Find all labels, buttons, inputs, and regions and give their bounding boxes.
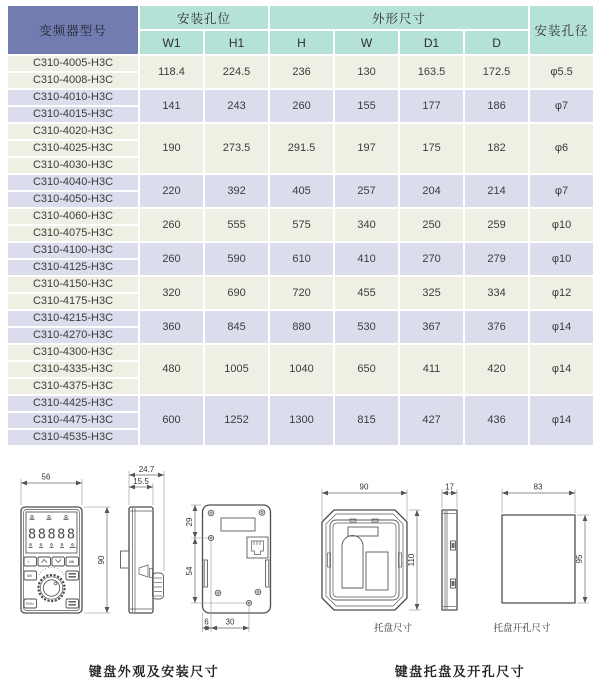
- label-window: [221, 518, 255, 531]
- value-cell-d: 279: [465, 243, 528, 275]
- value-cell-h: 236: [270, 56, 333, 88]
- value-cell-w: 455: [335, 277, 398, 309]
- model-cell: C310-4100-H3C: [8, 243, 138, 258]
- model-cell: C310-4215-H3C: [8, 311, 138, 326]
- dim-6: 6: [204, 617, 209, 627]
- tray-cutout-view: [493, 483, 589, 635]
- value-cell-d1: 270: [400, 243, 463, 275]
- model-cell: C310-4020-H3C: [8, 124, 138, 139]
- header-outline-dims: 外形尺寸: [270, 6, 528, 29]
- side-connector-tab: [121, 551, 130, 568]
- cutout-size-label: 托盘开孔尺寸: [493, 623, 551, 634]
- value-cell-h1: 273.5: [205, 124, 268, 173]
- side-dimensions: [129, 465, 164, 571]
- value-cell-w: 155: [335, 90, 398, 122]
- model-cell: C310-4335-H3C: [8, 362, 138, 377]
- model-cell: C310-4010-H3C: [8, 90, 138, 105]
- mk-label: MK: [27, 574, 33, 578]
- status-led-icons: [30, 515, 69, 520]
- model-cell: C310-4075-H3C: [8, 226, 138, 241]
- value-cell-hole: φ14: [530, 345, 593, 394]
- value-cell-hole: φ14: [530, 396, 593, 445]
- value-cell-d1: 411: [400, 345, 463, 394]
- table-row: [8, 90, 593, 105]
- table-row: [8, 311, 593, 326]
- dim-83: 83: [533, 482, 543, 492]
- model-cell: C310-4060-H3C: [8, 209, 138, 224]
- value-cell-h: 575: [270, 209, 333, 241]
- dim-30: 30: [225, 617, 235, 627]
- dim-95: 95: [575, 554, 584, 564]
- tray-side-view: [442, 483, 457, 611]
- keypad-front-view: [21, 473, 111, 614]
- up-button: [38, 557, 51, 566]
- value-cell-d: 420: [465, 345, 528, 394]
- value-cell-w1: 480: [140, 345, 203, 394]
- value-cell-d: 214: [465, 175, 528, 207]
- value-cell-d: 334: [465, 277, 528, 309]
- value-cell-w1: 141: [140, 90, 203, 122]
- value-cell-w1: 190: [140, 124, 203, 173]
- dim-90t: 90: [359, 482, 369, 492]
- dim-29: 29: [185, 517, 194, 527]
- table-row: [8, 124, 593, 139]
- value-cell-d: 172.5: [465, 56, 528, 88]
- value-cell-d: 259: [465, 209, 528, 241]
- value-cell-hole: φ10: [530, 243, 593, 275]
- value-cell-w1: 360: [140, 311, 203, 343]
- value-cell-h1: 224.5: [205, 56, 268, 88]
- header-model: 变频器型号: [8, 6, 138, 54]
- screw-icons: [208, 510, 265, 596]
- mode-button: [66, 571, 79, 580]
- value-cell-d1: 250: [400, 209, 463, 241]
- header-mounting-holes: 安装孔位: [140, 6, 268, 29]
- table-row: [8, 396, 593, 411]
- value-cell-w: 410: [335, 243, 398, 275]
- dim-17: 17: [445, 482, 454, 492]
- value-cell-w1: 600: [140, 396, 203, 445]
- value-cell-w1: 260: [140, 209, 203, 241]
- table-row: [8, 277, 593, 292]
- value-cell-h1: 392: [205, 175, 268, 207]
- value-cell-w: 197: [335, 124, 398, 173]
- header-d: D: [465, 31, 528, 54]
- value-cell-h: 720: [270, 277, 333, 309]
- table-row: [8, 345, 593, 360]
- front-dimensions: [21, 473, 111, 614]
- value-cell-hole: φ6: [530, 124, 593, 173]
- model-cell: C310-4475-H3C: [8, 413, 138, 428]
- tray-pill-slot: [342, 536, 363, 589]
- value-cell-h: 1040: [270, 345, 333, 394]
- keypad-side-view: [121, 465, 165, 613]
- value-cell-d1: 325: [400, 277, 463, 309]
- run-label: RUN: [26, 602, 34, 606]
- value-cell-hole: φ7: [530, 175, 593, 207]
- header-h1: H1: [205, 31, 268, 54]
- header-w: W: [335, 31, 398, 54]
- value-cell-h: 880: [270, 311, 333, 343]
- value-cell-w1: 118.4: [140, 56, 203, 88]
- keypad-caption: 键盘外观及安装尺寸: [88, 664, 220, 679]
- model-cell: C310-4040-H3C: [8, 175, 138, 190]
- table-row: [8, 175, 593, 190]
- tray-front-dimensions: [322, 483, 421, 611]
- value-cell-w: 340: [335, 209, 398, 241]
- value-cell-h1: 243: [205, 90, 268, 122]
- value-cell-d: 182: [465, 124, 528, 173]
- dim-15-5: 15.5: [133, 477, 149, 486]
- model-cell: C310-4270-H3C: [8, 328, 138, 343]
- value-cell-h1: 555: [205, 209, 268, 241]
- tray-drawing: [300, 465, 600, 657]
- table-body: [8, 56, 593, 445]
- value-cell-d1: 367: [400, 311, 463, 343]
- value-cell-h1: 1252: [205, 396, 268, 445]
- value-cell-h: 260: [270, 90, 333, 122]
- value-cell-w: 815: [335, 396, 398, 445]
- shift-icon: »: [27, 560, 30, 564]
- value-cell-d1: 427: [400, 396, 463, 445]
- model-cell: C310-4425-H3C: [8, 396, 138, 411]
- value-cell-d1: 163.5: [400, 56, 463, 88]
- dim-110: 110: [407, 553, 416, 567]
- value-cell-d: 186: [465, 90, 528, 122]
- table-row: [8, 243, 593, 258]
- potentiometer-knob-icon: [39, 567, 65, 601]
- value-cell-d: 436: [465, 396, 528, 445]
- value-cell-d1: 175: [400, 124, 463, 173]
- model-cell: C310-4300-H3C: [8, 345, 138, 360]
- header-hole-diameter: 安装孔径: [530, 6, 593, 54]
- dim-24-7: 24.7: [138, 465, 155, 474]
- value-cell-hole: φ14: [530, 311, 593, 343]
- tray-window-slot: [348, 527, 378, 536]
- value-cell-hole: φ5.5: [530, 56, 593, 88]
- seven-segment-display: 88888: [28, 526, 77, 543]
- keypad-drawing: [8, 465, 300, 657]
- model-cell: C310-4125-H3C: [8, 260, 138, 275]
- value-cell-w: 130: [335, 56, 398, 88]
- stop-reset-button: [66, 599, 79, 608]
- mounting-hole-icons: [208, 535, 251, 605]
- rj45-jack: [247, 537, 268, 558]
- model-cell: C310-4015-H3C: [8, 107, 138, 122]
- value-cell-w: 530: [335, 311, 398, 343]
- side-rail-icons: [203, 560, 270, 587]
- value-cell-w1: 220: [140, 175, 203, 207]
- dim-90: 90: [97, 555, 106, 565]
- value-cell-h: 291.5: [270, 124, 333, 173]
- header-h: H: [270, 31, 333, 54]
- value-cell-h: 405: [270, 175, 333, 207]
- value-cell-w: 650: [335, 345, 398, 394]
- table-row: [8, 56, 593, 71]
- value-cell-h1: 845: [205, 311, 268, 343]
- value-cell-h1: 1005: [205, 345, 268, 394]
- keypad-back-view: [185, 505, 271, 632]
- cutout-dimensions: [502, 483, 589, 604]
- ok-label: OK: [69, 560, 75, 564]
- value-cell-hole: φ7: [530, 90, 593, 122]
- value-cell-d1: 204: [400, 175, 463, 207]
- value-cell-h: 610: [270, 243, 333, 275]
- dim-54: 54: [185, 566, 194, 576]
- header-d1: D1: [400, 31, 463, 54]
- value-cell-d1: 177: [400, 90, 463, 122]
- model-cell: C310-4005-H3C: [8, 56, 138, 71]
- model-cell: C310-4050-H3C: [8, 192, 138, 207]
- value-cell-h1: 690: [205, 277, 268, 309]
- value-cell-w: 257: [335, 175, 398, 207]
- header-w1: W1: [140, 31, 203, 54]
- model-cell: C310-4025-H3C: [8, 141, 138, 156]
- tray-front-view: [322, 483, 421, 635]
- value-cell-w1: 320: [140, 277, 203, 309]
- shift-button: [24, 557, 37, 566]
- value-cell-hole: φ12: [530, 277, 593, 309]
- model-cell: C310-4175-H3C: [8, 294, 138, 309]
- down-button: [52, 557, 65, 566]
- unit-led-icons: [29, 544, 76, 548]
- model-cell: C310-4008-H3C: [8, 73, 138, 88]
- side-knob-icon: [153, 573, 164, 599]
- model-cell: C310-4150-H3C: [8, 277, 138, 292]
- tray-rect-slot: [366, 552, 388, 590]
- model-cell: C310-4030-H3C: [8, 158, 138, 173]
- tray-size-label: 托盘尺寸: [373, 623, 413, 634]
- table-row: [8, 209, 593, 224]
- value-cell-hole: φ10: [530, 209, 593, 241]
- dim-56: 56: [41, 472, 51, 482]
- dimension-table: [6, 4, 595, 447]
- value-cell-h: 1300: [270, 396, 333, 445]
- model-cell: C310-4535-H3C: [8, 430, 138, 445]
- value-cell-w1: 260: [140, 243, 203, 275]
- tray-side-dimensions: [442, 483, 457, 509]
- value-cell-h1: 590: [205, 243, 268, 275]
- tray-caption: 键盘托盘及开孔尺寸: [394, 664, 526, 679]
- model-cell: C310-4375-H3C: [8, 379, 138, 394]
- value-cell-d: 376: [465, 311, 528, 343]
